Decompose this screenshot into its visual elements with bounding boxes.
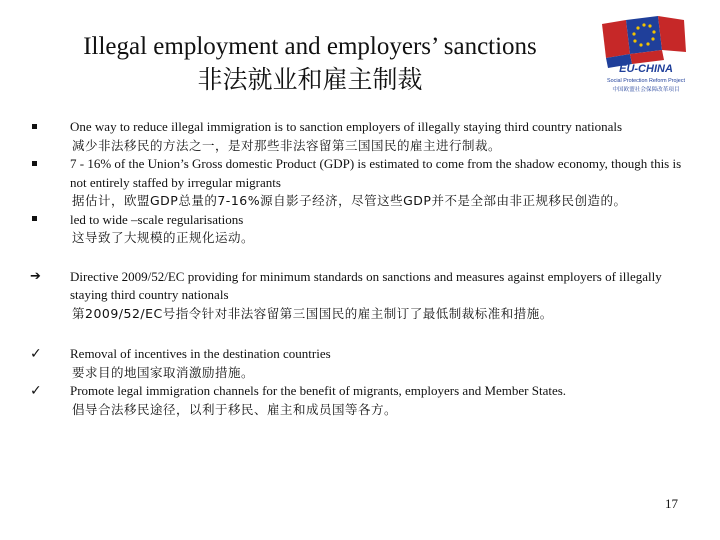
bullet-text-zh: 减少非法移民的方法之一，是对那些非法容留第三国国民的雇主进行制裁。 — [72, 137, 502, 153]
bullet-text-zh: 据估计，欧盟GDP总量的7-16%源自影子经济，尽管这些GDP并不是全部由非正规移民创造的。 — [72, 193, 627, 208]
logo-label: EU-CHINA — [619, 63, 673, 75]
bullet-text-en: 7 - 16% of the Union’s Gross domestic Product (GDP) is estimated to come from the shadow economy, though this is not entirely staffed by irregular migrants — [70, 156, 682, 190]
logo-subtitle-en: Social Protection Reform Project — [607, 78, 685, 84]
title-english: Illegal employment and employers’ sanctions — [83, 33, 537, 60]
eu-china-logo — [596, 14, 692, 100]
checkmark-icon: ✓ — [30, 383, 42, 399]
check-text-zh: 倡导合法移民途径，以利于移民、雇主和成员国等各方。 — [72, 401, 398, 417]
arrow-right-icon: ➔ — [30, 268, 41, 284]
bullet-item — [28, 155, 692, 211]
square-bullet-icon — [28, 211, 64, 230]
bullet-text-zh: 这导致了大规模的正规化运动。 — [72, 230, 255, 245]
bullet-text-en: led to wide –scale regularisations — [70, 211, 244, 227]
eu-flag-icon — [596, 14, 692, 100]
slide-title — [0, 32, 620, 96]
square-bullet-icon — [28, 155, 64, 174]
check-item — [28, 345, 692, 382]
check-text-en: Promote legal immigration channels for the benefit of migrants, employers and Member States. — [70, 383, 567, 398]
checkmark-icon: ✓ — [30, 346, 42, 362]
bullet-text-en: One way to reduce illegal immigration is to sanction employers of illegally staying third country nationals — [70, 119, 623, 134]
check-text-zh: 要求目的地国家取消激励措施。 — [72, 364, 255, 380]
directive-text-zh: 第2009/52/EC号指令针对非法容留第三国国民的雇主制订了最低制裁标准和措施。 — [72, 305, 553, 321]
check-text-en: Removal of incentives in the destination countries — [70, 346, 331, 361]
directive-text-en: Directive 2009/52/EC providing for minimum standards on sanctions and measures against employers of illegally staying third country nationals — [70, 268, 662, 302]
title-chinese: 非法就业和雇主制裁 — [197, 65, 423, 94]
square-bullet-icon — [28, 118, 64, 137]
directive-item — [28, 268, 692, 324]
logo-subtitle-zh: 中国欧盟社会保障改革项目 — [612, 87, 680, 93]
page-number: 17 — [665, 496, 678, 511]
check-item — [28, 382, 692, 419]
bullet-item — [28, 211, 692, 248]
bullet-item — [28, 118, 692, 155]
slide-body — [28, 118, 692, 419]
